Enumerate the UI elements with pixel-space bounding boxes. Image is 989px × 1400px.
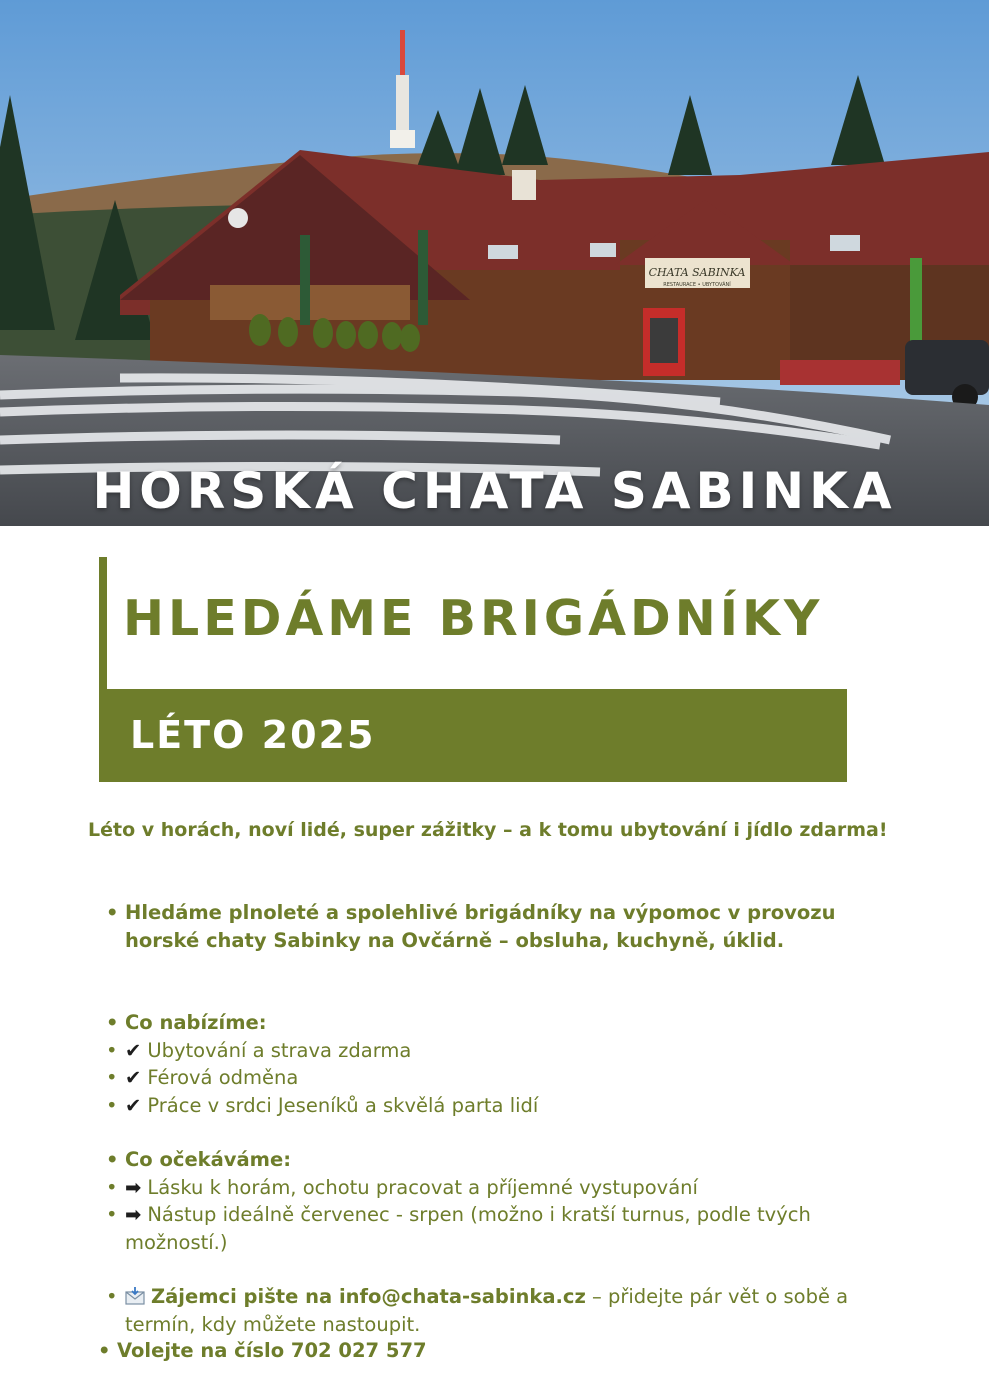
check-icon: ✔ xyxy=(125,1038,142,1062)
contact-phone[interactable]: • Volejte na číslo 702 027 577 xyxy=(96,1337,896,1365)
offer-item xyxy=(104,1092,904,1120)
hero-photo xyxy=(0,0,989,526)
expect-item xyxy=(104,1174,904,1202)
offer-list xyxy=(104,1009,904,1119)
offer-item xyxy=(104,1064,904,1092)
expect-heading: • Co očekáváme: xyxy=(104,1146,904,1174)
hero-title: HORSKÁ CHATA SABINKA xyxy=(92,462,897,520)
hut-sign: CHATA SABINKA xyxy=(648,266,746,279)
check-icon: ✔ xyxy=(125,1093,142,1117)
hut-sign-subtitle: RESTAURACE • UBYTOVÁNÍ xyxy=(663,282,731,288)
expect-item-text: Nástup ideálně červenec - srpen (možno i kratší turnus, podle tvých možností.) xyxy=(125,1203,811,1254)
contact-email[interactable]: Zájemci pište na info@chata-sabinka.cz xyxy=(151,1285,586,1308)
looking-for-item: • Hledáme plnoleté a spolehlivé brigádníky na výpomoc v provozu horské chaty Sabinky na Ovčárně – obsluha, kuchyně, úklid. xyxy=(104,899,904,954)
accent-vertical-line xyxy=(99,557,107,695)
offer-item xyxy=(104,1037,904,1065)
looking-for-list xyxy=(104,899,904,954)
offer-item-text: Férová odměna xyxy=(147,1066,299,1089)
arrow-right-icon: ➡ xyxy=(125,1175,142,1199)
arrow-right-icon: ➡ xyxy=(125,1203,142,1226)
expect-item xyxy=(104,1201,904,1256)
intro-text: Léto v horách, noví lidé, super zážitky – a k tomu ubytování i jídlo zdarma! xyxy=(88,819,888,841)
phone-list xyxy=(96,1337,896,1365)
contact-list xyxy=(104,1283,904,1338)
expect-list xyxy=(104,1146,904,1256)
offer-item-text: Práce v srdci Jeseníků a skvělá parta lidí xyxy=(147,1093,539,1117)
mountain-hut-illustration xyxy=(0,0,989,526)
season-banner xyxy=(99,689,847,782)
check-icon: ✔ xyxy=(125,1066,142,1089)
page-title: HLEDÁME BRIGÁDNÍKY xyxy=(123,590,824,647)
offer-item-text: Ubytování a strava zdarma xyxy=(147,1038,412,1062)
offer-heading: • Co nabízíme: xyxy=(104,1009,904,1037)
season-label: LÉTO 2025 xyxy=(130,713,376,757)
contact-email-item xyxy=(104,1283,904,1338)
expect-item-text: Lásku k horám, ochotu pracovat a příjemné vystupování xyxy=(147,1175,698,1199)
envelope-arrow-icon xyxy=(125,1287,145,1305)
contact-email-note: – přidejte pár vět o sobě a termín, kdy můžete nastoupit. xyxy=(125,1285,849,1336)
